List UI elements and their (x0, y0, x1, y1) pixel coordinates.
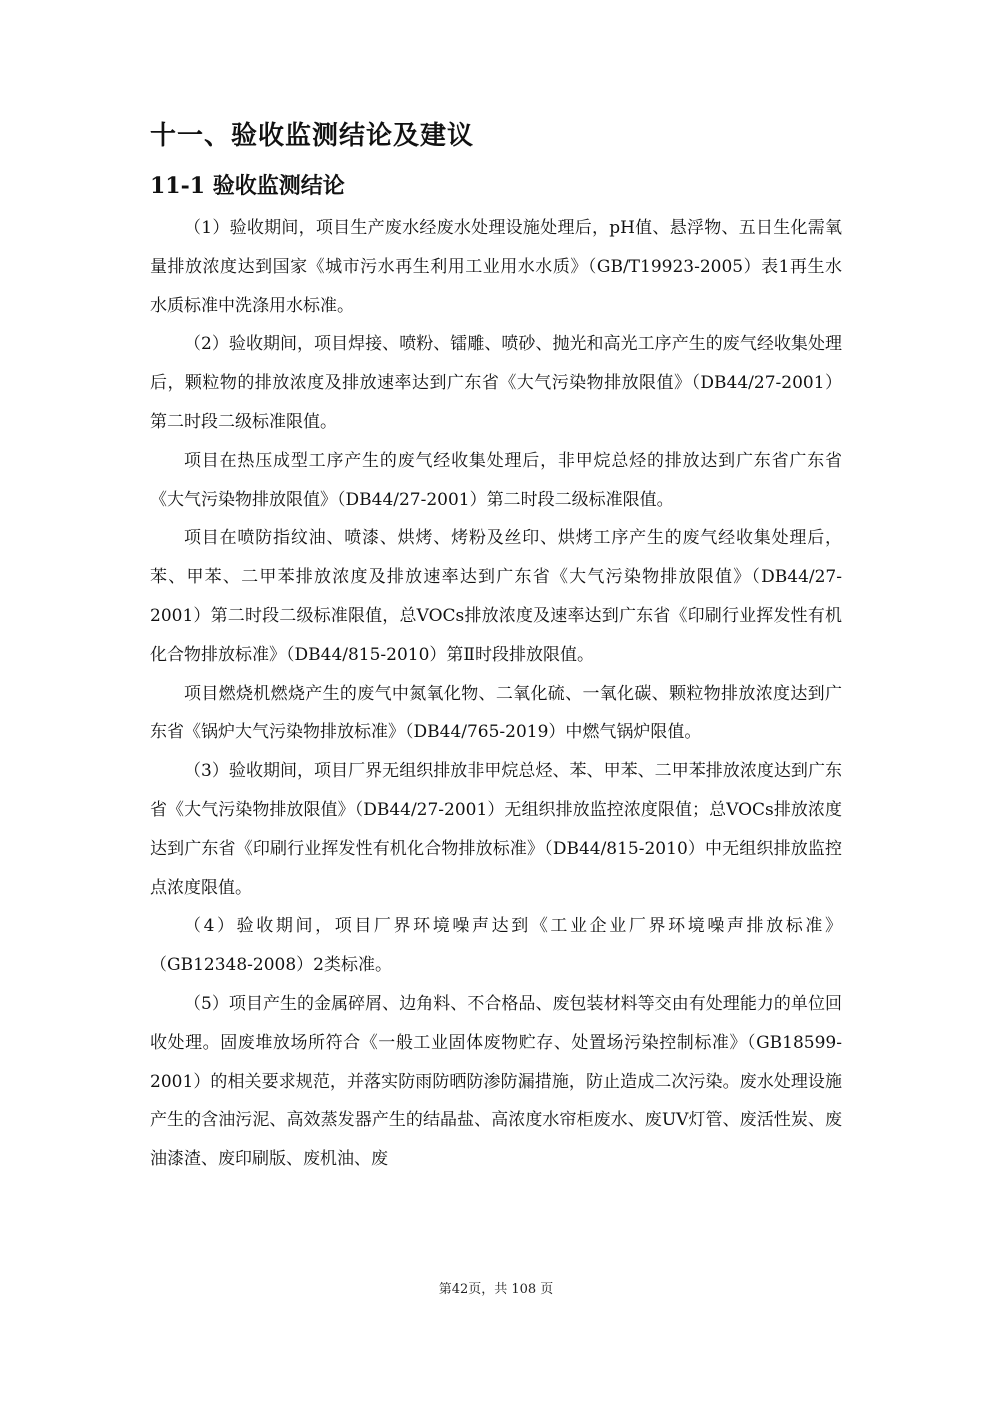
page-number-footer: 第42页，共 108 页 (438, 1282, 554, 1297)
paragraph-fugitive-emission: （3）验收期间，项目厂界无组织排放非甲烷总烃、苯、甲苯、二甲苯排放浓度达到广东省《大气污染物排放限值》（DB44/27-2001）无组织排放监控浓度限值；总VOCs排放浓度达到广东省《印刷行业挥发性有机化合物排放标准》（DB44/815-2010）中无组织排放监控点浓度限值。 (150, 761, 842, 898)
paragraph-hot-press-gas: 项目在热压成型工序产生的废气经收集处理后，非甲烷总烃的排放达到广东省广东省《大气污染物排放限值》（DB44/27-2001）第二时段二级标准限值。 (150, 450, 842, 510)
paragraph-particulate-gas: （2）验收期间，项目焊接、喷粉、镭雕、喷砂、抛光和高光工序产生的废气经收集处理后，颗粒物的排放浓度及排放速率达到广东省《大气污染物排放限值》（DB44/27-2001）第二时段二级标准限值。 (150, 334, 842, 432)
body-text (150, 209, 842, 1179)
paragraph-burner-gas: 项目燃烧机燃烧产生的废气中氮氧化物、二氧化硫、一氧化碳、颗粒物排放浓度达到广东省《锅炉大气污染物排放标准》（DB44/765-2019）中燃气锅炉限值。 (150, 683, 842, 743)
paragraph-wastewater: （1）验收期间，项目生产废水经废水处理设施处理后，pH值、悬浮物、五日生化需氧量排放浓度达到国家《城市污水再生利用工业用水水质》（GB/T19923-2005）表1再生水水质标准中洗涤用水标准。 (150, 218, 842, 316)
section-heading: 十一、验收监测结论及建议 (150, 121, 475, 151)
paragraph-spray-bake-gas: 项目在喷防指纹油、喷漆、烘烤、烤粉及丝印、烘烤工序产生的废气经收集处理后，苯、甲苯、二甲苯排放浓度及排放速率达到广东省《大气污染物排放限值》（DB44/27-2001）第二时段二级标准限值，总VOCs排放浓度及速率达到广东省《印刷行业挥发性有机化合物排放标准》（DB44/815-2010）第Ⅱ时段排放限值。 (150, 528, 842, 665)
subsection-heading: 11-1 验收监测结论 (150, 173, 345, 199)
paragraph-solid-waste: （5）项目产生的金属碎屑、边角料、不合格品、废包装材料等交由有处理能力的单位回收处理。固废堆放场所符合《一般工业固体废物贮存、处置场污染控制标准》（GB18599-2001）的相关要求规范，并落实防雨防晒防渗防漏措施，防止造成二次污染。废水处理设施产生的含油污泥、高效蒸发器产生的结晶盐、高浓度水帘柜废水、废UV灯管、废活性炭、废油漆渣、废印刷版、废机油、废 (150, 993, 842, 1170)
paragraph-noise: （4）验收期间，项目厂界环境噪声达到《工业企业厂界环境噪声排放标准》（GB12348-2008）2类标准。 (150, 916, 842, 976)
